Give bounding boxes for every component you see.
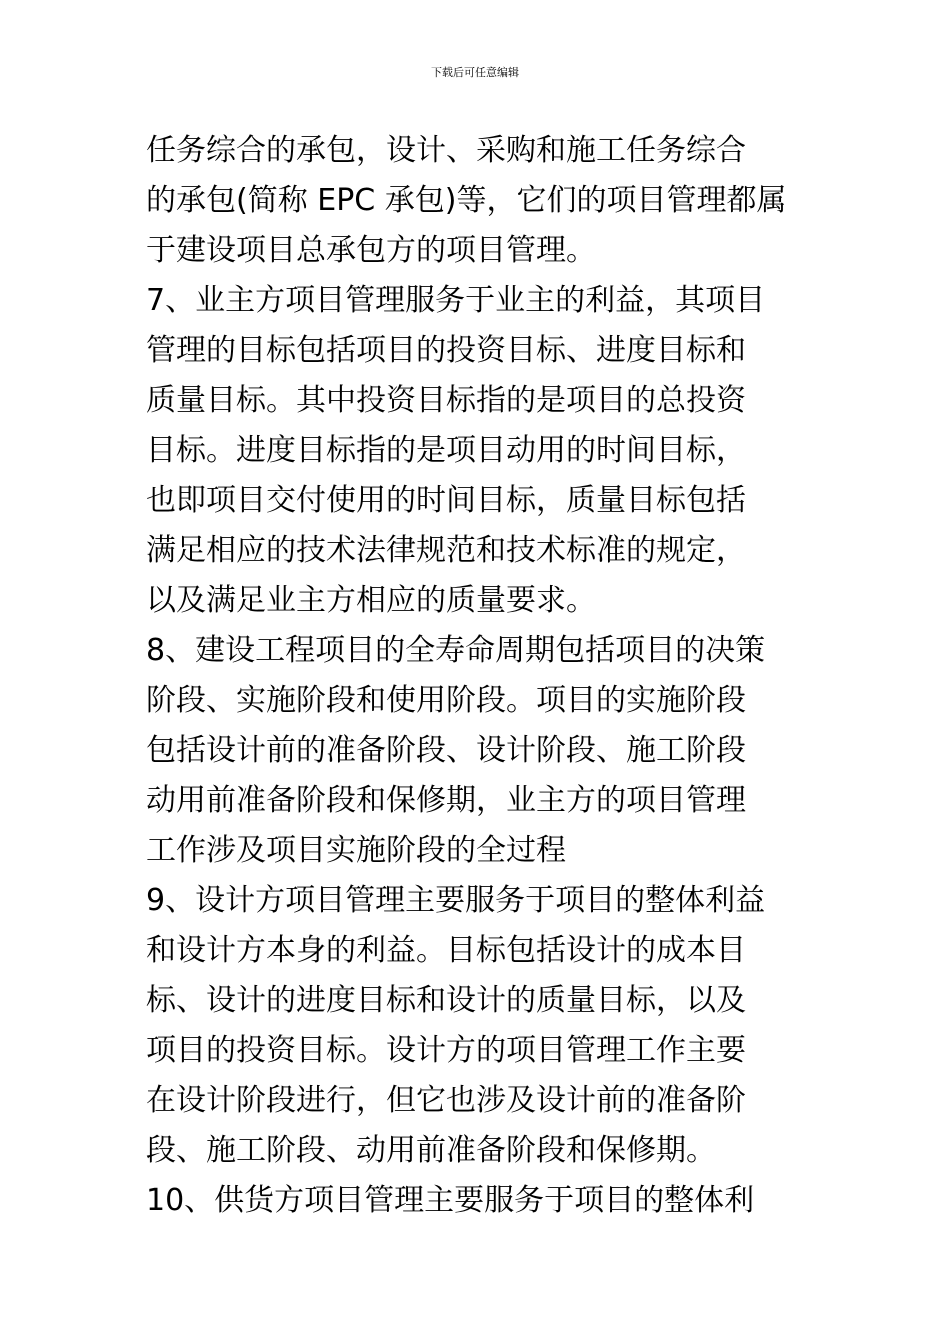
text-line: 7、业主方项目管理服务于业主的利益，其项目 xyxy=(146,283,766,318)
text-line: 段、施工阶段、动用前准备阶段和保修期。 xyxy=(146,1133,716,1168)
text-line: 的承包(简称 EPC 承包)等，它们的项目管理都属 xyxy=(146,183,787,218)
text-line: 和设计方本身的利益。目标包括设计的成本目 xyxy=(146,933,746,968)
text-line: 在设计阶段进行，但它也涉及设计前的准备阶 xyxy=(146,1083,746,1118)
text-line: 任务综合的承包，设计、采购和施工任务综合 xyxy=(146,133,746,168)
text-line: 标、设计的进度目标和设计的质量目标，以及 xyxy=(146,983,746,1018)
text-line: 于建设项目总承包方的项目管理。 xyxy=(146,233,596,268)
text-line: 项目的投资目标。设计方的项目管理工作主要 xyxy=(146,1033,746,1068)
text-line: 以及满足业主方相应的质量要求。 xyxy=(146,583,596,618)
text-line: 阶段、实施阶段和使用阶段。项目的实施阶段 xyxy=(146,683,746,718)
text-line: 管理的目标包括项目的投资目标、进度目标和 xyxy=(146,333,746,368)
text-line: 包括设计前的准备阶段、设计阶段、施工阶段 xyxy=(146,733,746,768)
text-line: 也即项目交付使用的时间目标，质量目标包括 xyxy=(146,483,746,518)
text-line: 10、供货方项目管理主要服务于项目的整体利 xyxy=(146,1183,755,1218)
text-line: 工作涉及项目实施阶段的全过程 xyxy=(146,833,566,868)
text-line: 质量目标。其中投资目标指的是项目的总投资 xyxy=(146,383,746,418)
page-header: 下载后可任意编辑 xyxy=(431,66,519,79)
text-line: 9、设计方项目管理主要服务于项目的整体利益 xyxy=(146,883,766,918)
text-line: 目标。进度目标指的是项目动用的时间目标， xyxy=(146,433,746,468)
text-line: 满足相应的技术法律规范和技术标准的规定， xyxy=(146,533,746,568)
document-body xyxy=(146,126,810,1226)
text-line: 动用前准备阶段和保修期，业主方的项目管理 xyxy=(146,783,746,818)
text-line: 8、建设工程项目的全寿命周期包括项目的决策 xyxy=(146,633,766,668)
